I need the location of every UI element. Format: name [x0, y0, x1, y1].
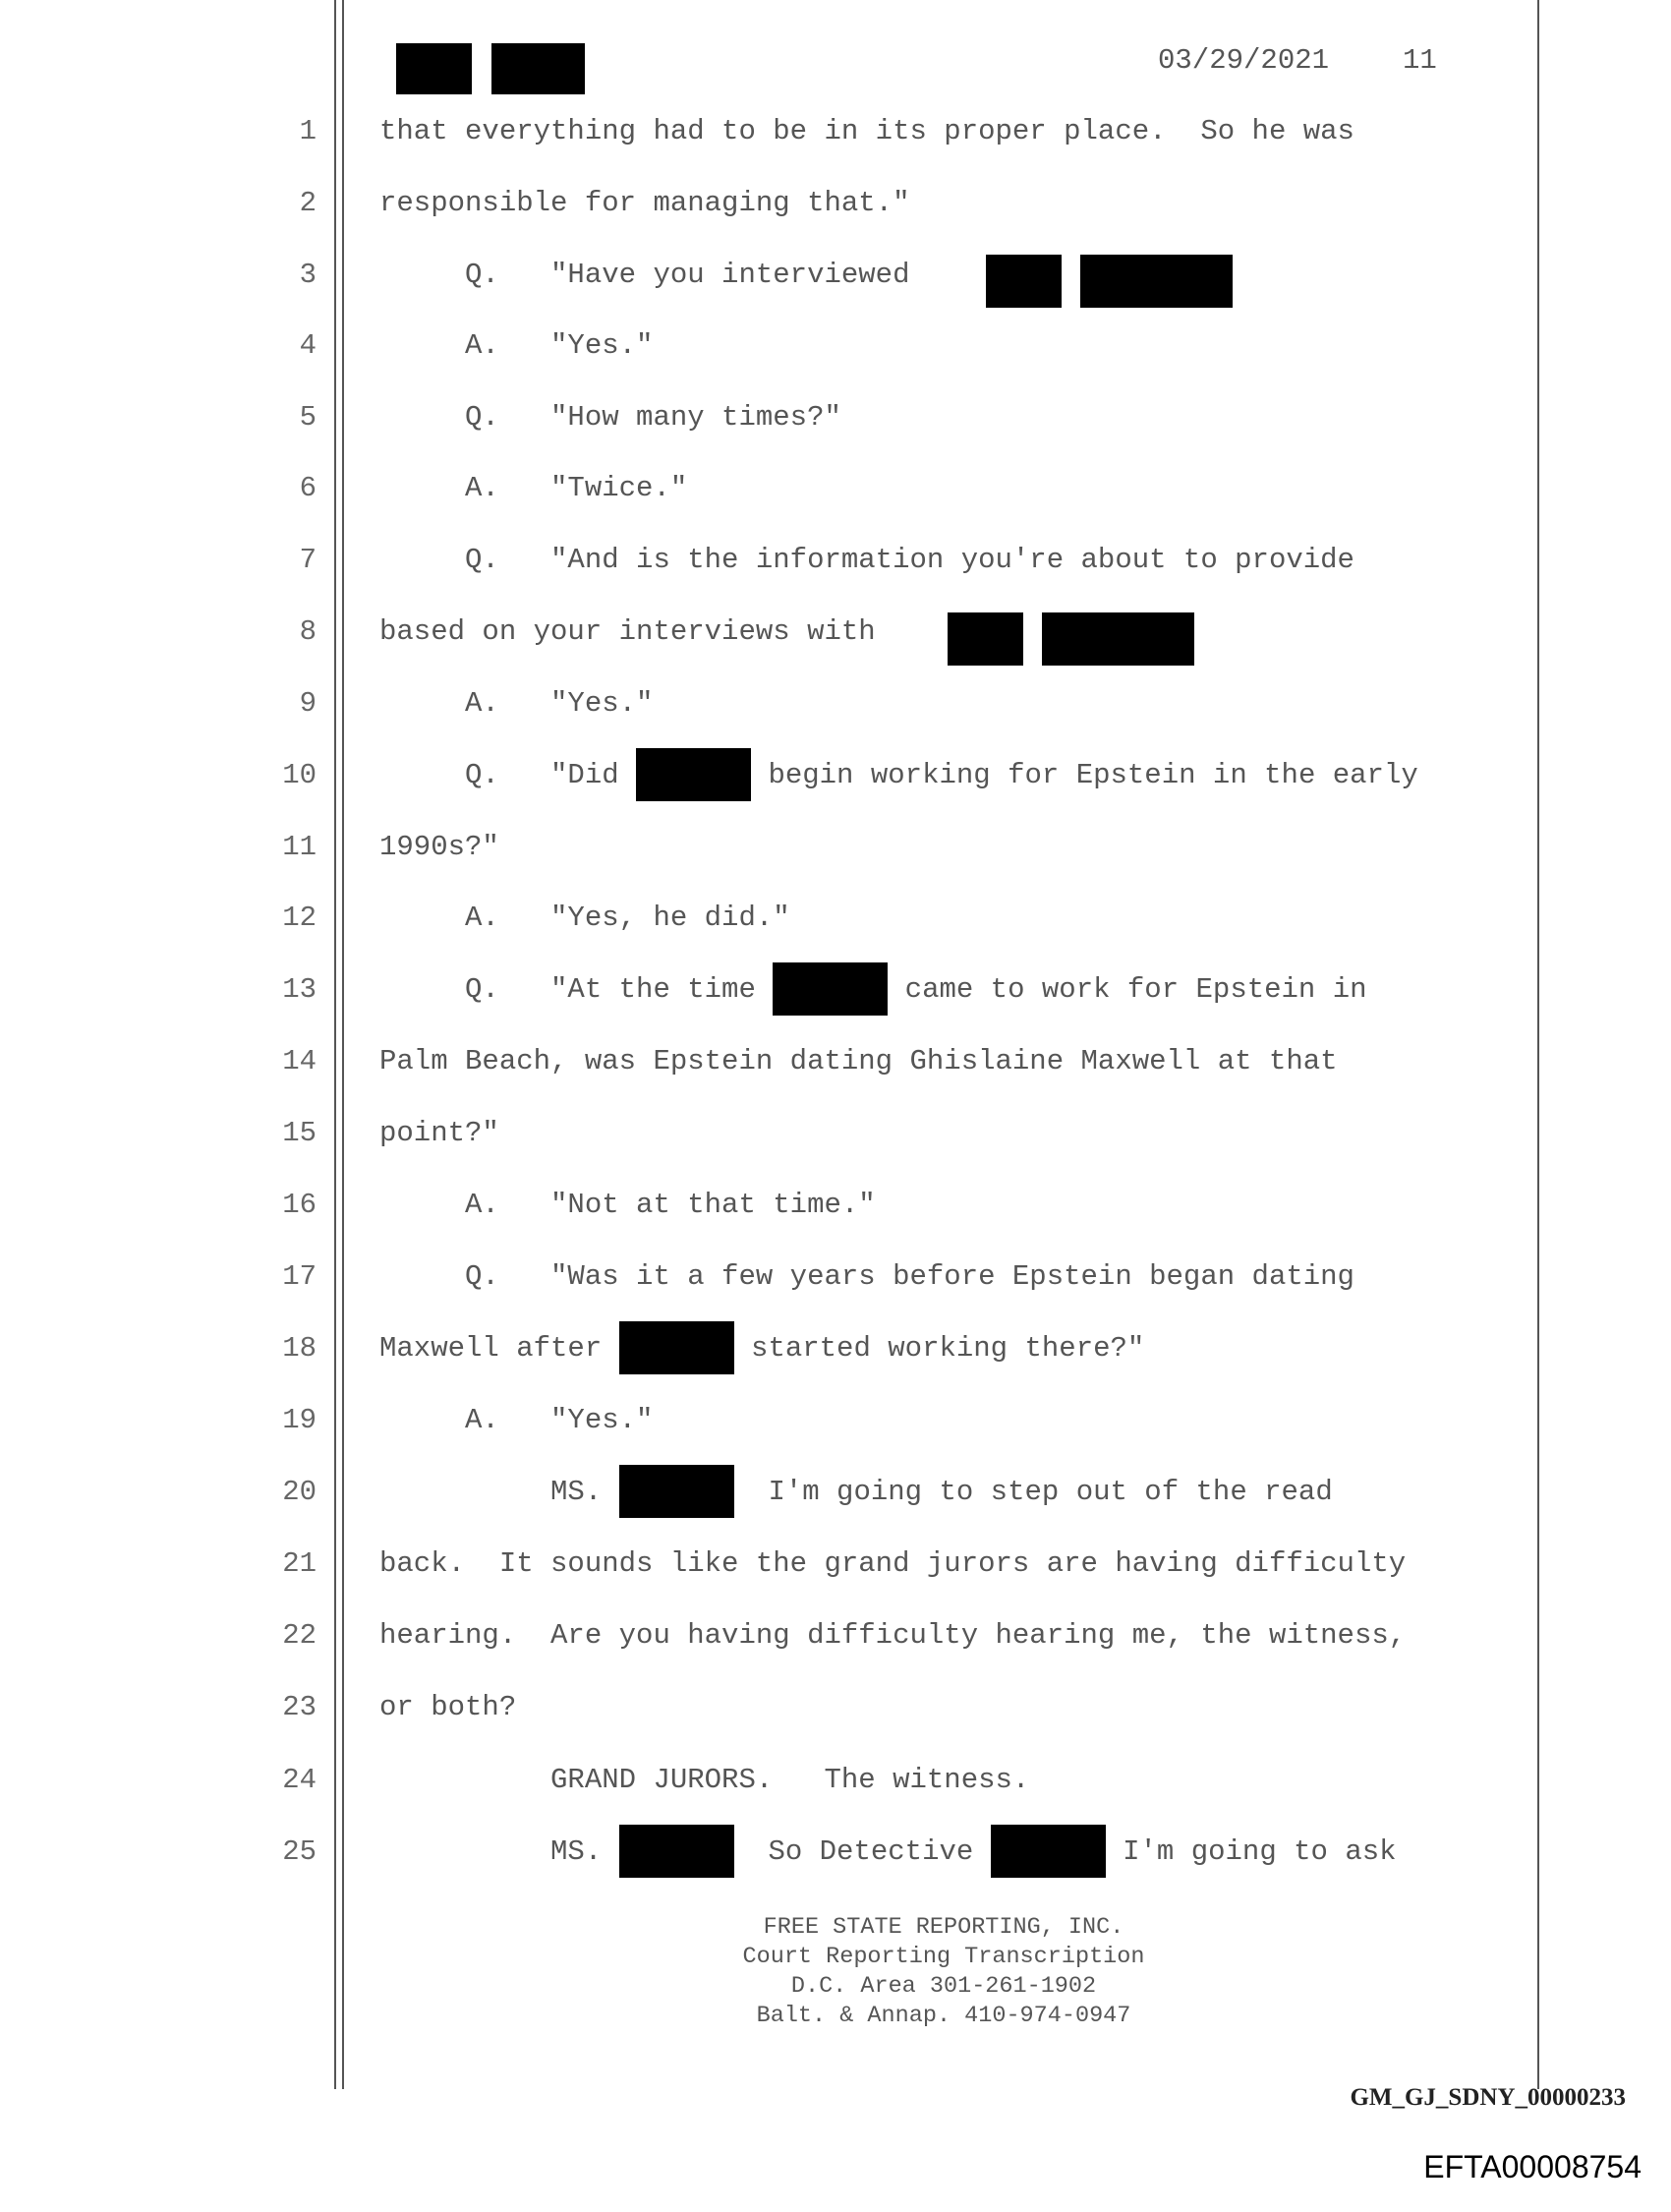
- transcript-line-9: [0, 674, 1671, 733]
- transcript-line-20: [0, 1463, 1671, 1522]
- transcript-line-14: [0, 1032, 1671, 1091]
- line-number: 9: [299, 687, 317, 720]
- line-text: Maxwell after started working there?": [379, 1319, 1144, 1378]
- line-number: 1: [299, 115, 317, 147]
- line-text: back. It sounds like the grand jurors are having difficulty: [379, 1547, 1407, 1580]
- line-number: 20: [282, 1476, 317, 1508]
- line-text: point?": [379, 1117, 499, 1149]
- redaction-line-3-a: [986, 255, 1062, 308]
- line-number: 4: [299, 329, 317, 362]
- transcript-line-16: [0, 1176, 1671, 1235]
- transcript-line-5: [0, 388, 1671, 447]
- redaction-line-3-b: [1080, 255, 1233, 308]
- line-text: Q. "At the time came to work for Epstein in: [379, 960, 1367, 1019]
- transcript-line-4: [0, 317, 1671, 376]
- line-number: 24: [282, 1764, 317, 1796]
- transcript-line-7: [0, 531, 1671, 590]
- line-number: 23: [282, 1691, 317, 1723]
- line-text: A. "Yes.": [379, 1404, 654, 1436]
- transcript-line-13: [0, 960, 1671, 1019]
- transcript-line-10: [0, 746, 1671, 805]
- line-number: 13: [282, 973, 317, 1006]
- transcript-line-24: [0, 1751, 1671, 1810]
- header-page-number: 11: [1403, 44, 1437, 77]
- transcript-line-15: [0, 1104, 1671, 1163]
- transcript-line-17: [0, 1248, 1671, 1307]
- redaction-line-25-b: [991, 1825, 1106, 1878]
- line-number: 11: [282, 831, 317, 863]
- line-number: 2: [299, 187, 317, 219]
- redaction-header-2: [491, 43, 585, 94]
- redaction-line-8-b: [1042, 612, 1194, 666]
- redaction-header-1: [396, 43, 472, 94]
- line-number: 6: [299, 472, 317, 504]
- line-number: 3: [299, 259, 317, 291]
- line-number: 8: [299, 615, 317, 648]
- line-text: hearing. Are you having difficulty hearing me, the witness,: [379, 1619, 1407, 1652]
- transcript-line-6: [0, 459, 1671, 518]
- transcript-line-3: [0, 246, 1671, 305]
- transcript-line-25: [0, 1823, 1671, 1882]
- line-number: 18: [282, 1332, 317, 1365]
- line-number: 25: [282, 1835, 317, 1868]
- redaction-line-18: [619, 1321, 734, 1374]
- redaction-line-13: [773, 962, 888, 1016]
- redaction-line-25-a: [619, 1825, 734, 1878]
- transcript-line-19: [0, 1391, 1671, 1450]
- header-date: 03/29/2021: [1158, 44, 1330, 77]
- line-number: 14: [282, 1045, 317, 1077]
- redaction-line-20: [619, 1465, 734, 1518]
- line-text: Q. "How many times?": [379, 401, 841, 434]
- transcript-line-8: [0, 603, 1671, 662]
- footer-dc-phone: D.C. Area 301-261-1902: [790, 1973, 1097, 2000]
- line-number: 7: [299, 544, 317, 576]
- line-text: Palm Beach, was Epstein dating Ghislaine Maxwell at that: [379, 1045, 1338, 1077]
- line-text: that everything had to be in its proper place. So he was: [379, 115, 1354, 147]
- line-text: 1990s?": [379, 831, 499, 863]
- transcript-line-12: [0, 889, 1671, 948]
- line-text: MS. So Detective I'm going to ask: [379, 1823, 1397, 1882]
- line-number: 5: [299, 401, 317, 434]
- transcript-line-22: [0, 1606, 1671, 1665]
- footer-balt-phone: Balt. & Annap. 410-974-0947: [756, 2003, 1131, 2029]
- transcript-line-1: [0, 102, 1671, 161]
- reporter-footer: [590, 1913, 1297, 2031]
- footer-service: Court Reporting Transcription: [742, 1944, 1145, 1970]
- redaction-line-8-a: [948, 612, 1023, 666]
- footer-company: FREE STATE REPORTING, INC.: [763, 1914, 1124, 1941]
- line-text: or both?: [379, 1691, 517, 1723]
- line-text: GRAND JURORS. The witness.: [379, 1764, 1030, 1796]
- line-number: 19: [282, 1404, 317, 1436]
- line-text: Q. "Have you interviewed: [379, 259, 910, 291]
- line-text: Q. "Was it a few years before Epstein began dating: [379, 1260, 1354, 1293]
- line-text: Q. "And is the information you're about to provide: [379, 544, 1354, 576]
- transcript-line-21: [0, 1535, 1671, 1594]
- line-text: A. "Twice.": [379, 472, 688, 504]
- line-text: A. "Yes.": [379, 687, 654, 720]
- transcript-line-23: [0, 1678, 1671, 1737]
- line-number: 21: [282, 1547, 317, 1580]
- line-text: A. "Not at that time.": [379, 1189, 876, 1221]
- line-number: 17: [282, 1260, 317, 1293]
- line-text: A. "Yes.": [379, 329, 654, 362]
- efta-number: EFTA00008754: [1423, 2149, 1642, 2184]
- line-text: responsible for managing that.": [379, 187, 910, 219]
- line-number: 15: [282, 1117, 317, 1149]
- line-number: 12: [282, 902, 317, 934]
- redaction-line-10: [636, 748, 751, 801]
- line-text: A. "Yes, he did.": [379, 902, 790, 934]
- line-number: 10: [282, 759, 317, 791]
- transcript-line-18: [0, 1319, 1671, 1378]
- bates-number: GM_GJ_SDNY_00000233: [1350, 2084, 1626, 2111]
- transcript-line-11: [0, 818, 1671, 877]
- transcript-line-2: [0, 174, 1671, 233]
- line-text: MS. I'm going to step out of the read: [379, 1463, 1333, 1522]
- line-text: Q. "Did begin working for Epstein in the early: [379, 746, 1418, 805]
- line-number: 22: [282, 1619, 317, 1652]
- line-text: based on your interviews with: [379, 615, 876, 648]
- line-number: 16: [282, 1189, 317, 1221]
